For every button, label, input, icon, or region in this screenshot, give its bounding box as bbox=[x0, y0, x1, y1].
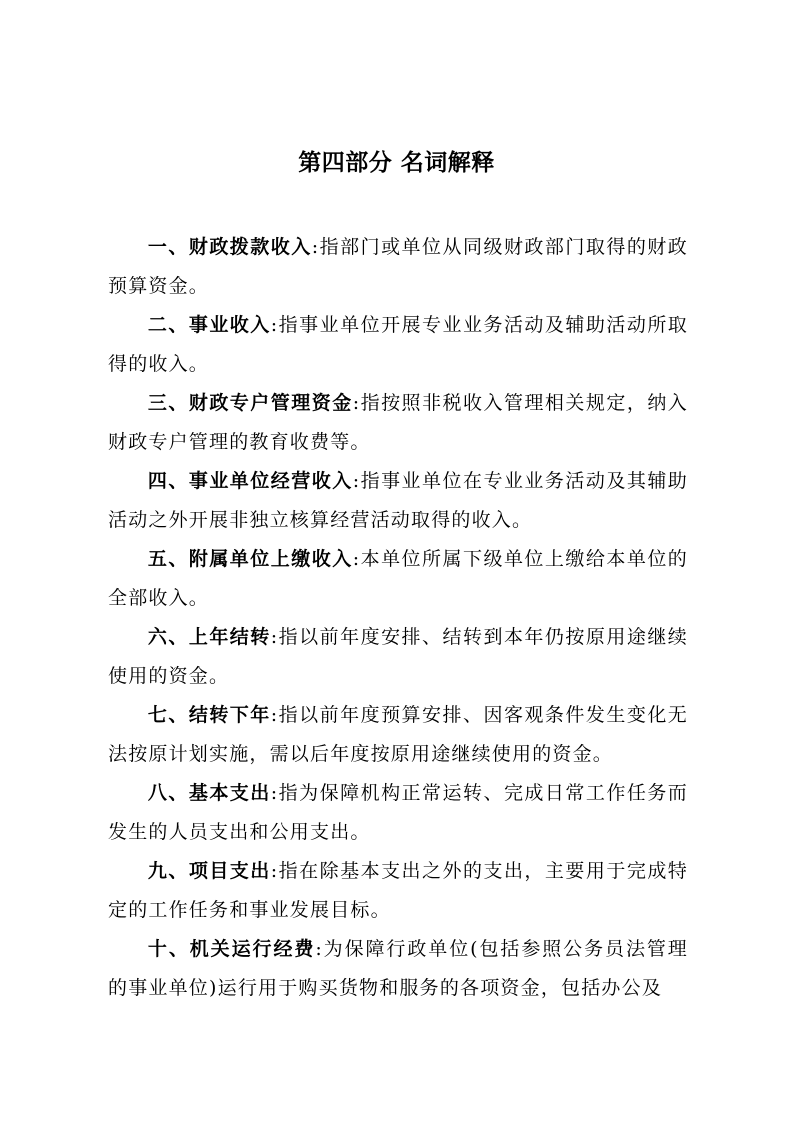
definition-text: 为保障行政单位(包括参照公务员法管理的事业单位)运行用于购买货物和服务的各项资金，包括办公及 bbox=[108, 938, 689, 999]
definition-term: 五、附属单位上缴收入 bbox=[147, 548, 353, 570]
definition-separator: : bbox=[352, 548, 361, 570]
definition-term: 二、事业收入 bbox=[147, 314, 271, 336]
definition-text: 指部门或单位从同级财政部门取得的财政预算资金。 bbox=[108, 236, 688, 297]
definition-separator: : bbox=[352, 392, 361, 414]
definition-separator: : bbox=[315, 938, 323, 960]
definition-term: 六、上年结转 bbox=[147, 626, 271, 648]
definition-separator: : bbox=[270, 782, 279, 804]
page-title: 第四部分 名词解释 bbox=[298, 150, 495, 176]
definition-separator: : bbox=[352, 470, 361, 492]
definition-separator: : bbox=[270, 704, 279, 726]
definition-text: 指以前年度预算安排、因客观条件发生变化无法按原计划实施，需以后年度按原用途继续使用的资金。 bbox=[108, 704, 688, 765]
definitions-list bbox=[108, 228, 688, 1008]
definition-term: 十、机关运行经费 bbox=[147, 938, 316, 960]
definition-separator: : bbox=[270, 314, 279, 336]
definition-item-10 bbox=[108, 930, 688, 1008]
definition-term: 九、项目支出 bbox=[147, 860, 271, 882]
definition-text: 指在除基本支出之外的支出，主要用于完成特定的工作任务和事业发展目标。 bbox=[108, 860, 688, 921]
definition-separator: : bbox=[270, 860, 279, 882]
definition-text: 指按照非税收入管理相关规定，纳入财政专户管理的教育收费等。 bbox=[108, 392, 688, 453]
definition-text: 指事业单位开展专业业务活动及辅助活动所取得的收入。 bbox=[108, 314, 688, 375]
definition-item-1 bbox=[108, 228, 688, 306]
definition-item-7 bbox=[108, 696, 688, 774]
definition-text: 指事业单位在专业业务活动及其辅助活动之外开展非独立核算经营活动取得的收入。 bbox=[108, 470, 688, 531]
definition-term: 八、基本支出 bbox=[147, 782, 271, 804]
definition-term: 一、财政拨款收入 bbox=[147, 236, 312, 258]
definition-item-8 bbox=[108, 774, 688, 852]
definition-item-9 bbox=[108, 852, 688, 930]
definition-term: 四、事业单位经营收入 bbox=[147, 470, 353, 492]
definition-separator: : bbox=[311, 236, 320, 258]
definition-item-5 bbox=[108, 540, 688, 618]
definition-text: 本单位所属下级单位上缴给本单位的全部收入。 bbox=[108, 548, 688, 609]
definition-item-4 bbox=[108, 462, 688, 540]
definition-item-2 bbox=[108, 306, 688, 384]
definition-text: 指为保障机构正常运转、完成日常工作任务而发生的人员支出和公用支出。 bbox=[108, 782, 688, 843]
definition-separator: : bbox=[270, 626, 279, 648]
definition-item-6 bbox=[108, 618, 688, 696]
definition-item-3 bbox=[108, 384, 688, 462]
definition-term: 七、结转下年 bbox=[147, 704, 271, 726]
definition-text: 指以前年度安排、结转到本年仍按原用途继续使用的资金。 bbox=[108, 626, 688, 687]
definition-term: 三、财政专户管理资金 bbox=[147, 392, 353, 414]
